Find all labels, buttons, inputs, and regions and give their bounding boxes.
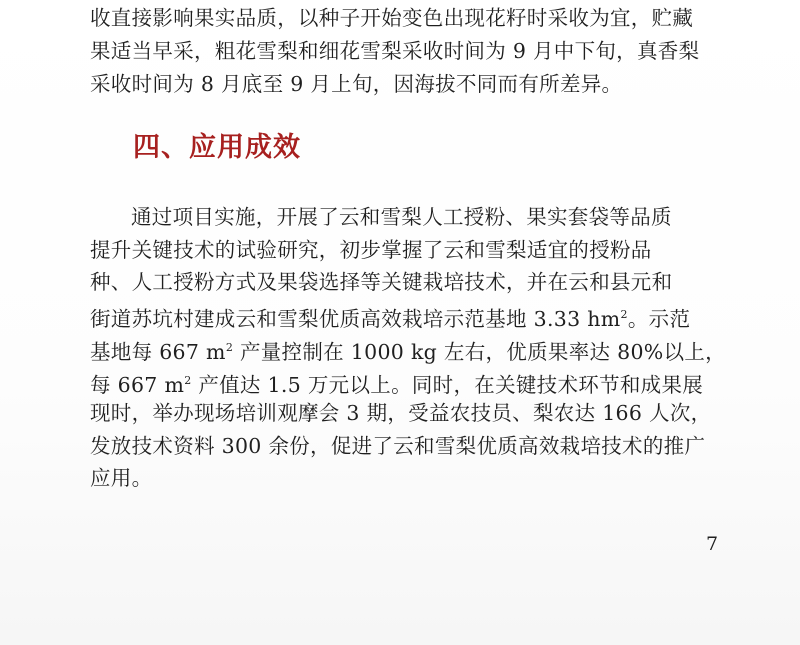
section-heading: 四、应用成效: [133, 132, 301, 163]
top-paragraph-line-1: 收直接影响果实品质，以种子开始变色出现花籽时采收为宜，贮藏: [90, 6, 694, 30]
body-line-9: 应用。: [90, 466, 153, 490]
body-line-1: 通过项目实施，开展了云和雪梨人工授粉、果实套袋等品质: [131, 205, 672, 229]
body-line-6: [90, 369, 730, 397]
page-number: 7: [706, 533, 719, 555]
body-line-4-tail: 。示范: [627, 307, 691, 331]
body-line-4-text: 街道苏坑村建成云和雪梨优质高效栽培示范基地 3.33 hm: [90, 307, 621, 331]
unit-superscript: 2: [184, 374, 192, 387]
body-line-3: 种、人工授粉方式及果袋选择等关键栽培技术，并在云和县元和: [90, 270, 673, 294]
body-line-2: 提升关键技术的试验研究，初步掌握了云和雪梨适宜的授粉品: [90, 238, 652, 262]
body-line-5: [90, 336, 730, 364]
body-line-6-a: 每 667 m: [90, 373, 185, 397]
body-line-8: 发放技术资料 300 余份，促进了云和雪梨优质高效栽培技术的推广: [90, 434, 706, 458]
top-paragraph-line-2: 果适当早采，粗花雪梨和细花雪梨采收时间为 9 月中下旬，真香梨: [90, 39, 700, 63]
body-line-4: [90, 303, 730, 331]
unit-superscript: 2: [620, 308, 628, 321]
unit-superscript: 2: [225, 341, 234, 354]
top-paragraph-line-3: 采收时间为 8 月底至 9 月上旬，因海拔不同而有所差异。: [90, 72, 623, 96]
body-line-6-b: 产值达 1.5 万元以上。同时，在关键技术环节和成果展: [191, 373, 704, 397]
body-line-5-a: 基地每 667 m: [90, 340, 226, 364]
body-line-7: 现时，举办现场培训观摩会 3 期，受益农技员、梨农达 166 人次，: [90, 401, 712, 425]
body-line-5-b: 产量控制在 1000 kg 左右，优质果率达 80%以上，: [233, 340, 726, 364]
